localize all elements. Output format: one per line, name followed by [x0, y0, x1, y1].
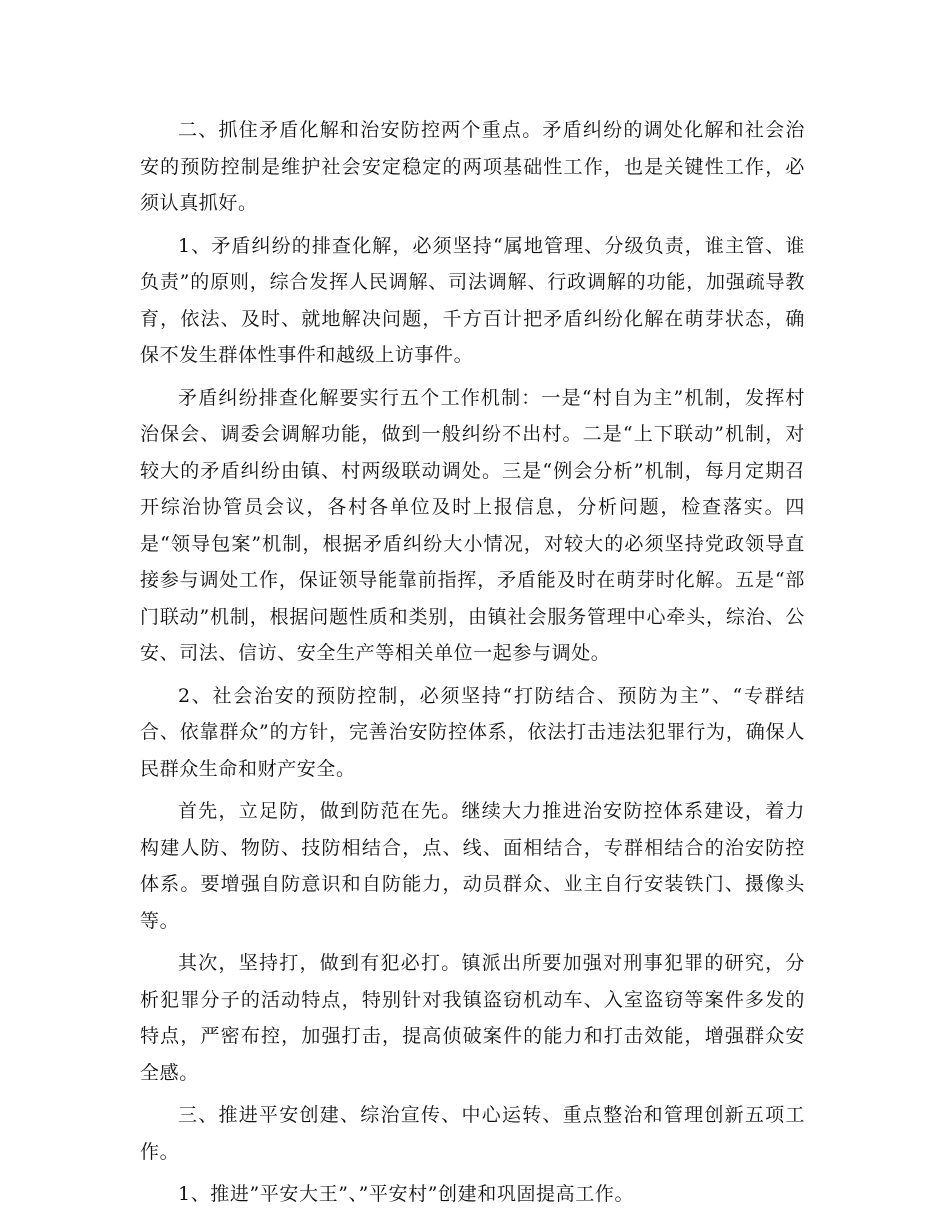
paragraph-five-mechanisms: 矛盾纠纷排查化解要实行五个工作机制：一是“村自为主”机制，发挥村治保会、调委会调解功能，做到一般纠纷不出村。二是“上下联动”机制，对较大的矛盾纠纷由镇、村两级联动调处。三是“例会分析”机制，每月定期召开综治协管员会议，各村各单位及时上报信息，分析问题，检查落实。四是“领导包案”机制，根据矛盾纠纷大小情况，对较大的必须坚持党政领导直接参与调处工作，保证领导能靠前指挥，矛盾能及时在萌芽时化解。五是“部门联动”机制，根据问题性质和类别，由镇社会服务管理中心牵头，综治、公安、司法、信访、安全生产等相关单位一起参与调处。 [140, 386, 805, 664]
paragraph-dispute-resolution: 1、矛盾纠纷的排查化解，必须坚持“属地管理、分级负责，谁主管、谁负责”的原则，综合发挥人民调解、司法调解、行政调解的功能，加强疏导教育，依法、及时、就地解决问题，千方百计把矛盾纠纷化解在萌芽状态，确保不发生群体性事件和越级上访事件。 [140, 234, 805, 366]
paragraph-section-three-heading: 三、推进平安创建、综治宣传、中心运转、重点整治和管理创新五项工作。 [140, 1104, 805, 1163]
paragraph-strike-crime: 其次，坚持打，做到有犯必打。镇派出所要加强对刑事犯罪的研究，分析犯罪分子的活动特点，特别针对我镇盗窃机动车、入室盗窃等案件多发的特点，严密布控，加强打击，提高侦破案件的能力和打击效能，增强群众安全感。 [140, 952, 805, 1084]
paragraph-prevention-first: 首先，立足防，做到防范在先。继续大力推进治安防控体系建设，着力构建人防、物防、技防相结合，点、线、面相结合，专群相结合的治安防控体系。要增强自防意识和自防能力，动员群众、业主自行安装铁门、摄像头等。 [140, 800, 805, 932]
document-body [140, 112, 805, 1219]
paragraph-section-two-heading: 二、抓住矛盾化解和治安防控两个重点。矛盾纠纷的调处化解和社会治安的预防控制是维护社会安定稳定的两项基础性工作，也是关键性工作，必须认真抓好。 [140, 119, 805, 214]
paragraph-safe-village-creation: 1、推进”平安大王”、”平安村”创建和巩固提高工作。 [178, 1183, 635, 1205]
paragraph-public-security-prevention: 2、社会治安的预防控制，必须坚持“打防结合、预防为主”、“专群结合、依靠群众”的方针，完善治安防控体系，依法打击违法犯罪行为，确保人民群众生命和财产安全。 [140, 684, 805, 780]
